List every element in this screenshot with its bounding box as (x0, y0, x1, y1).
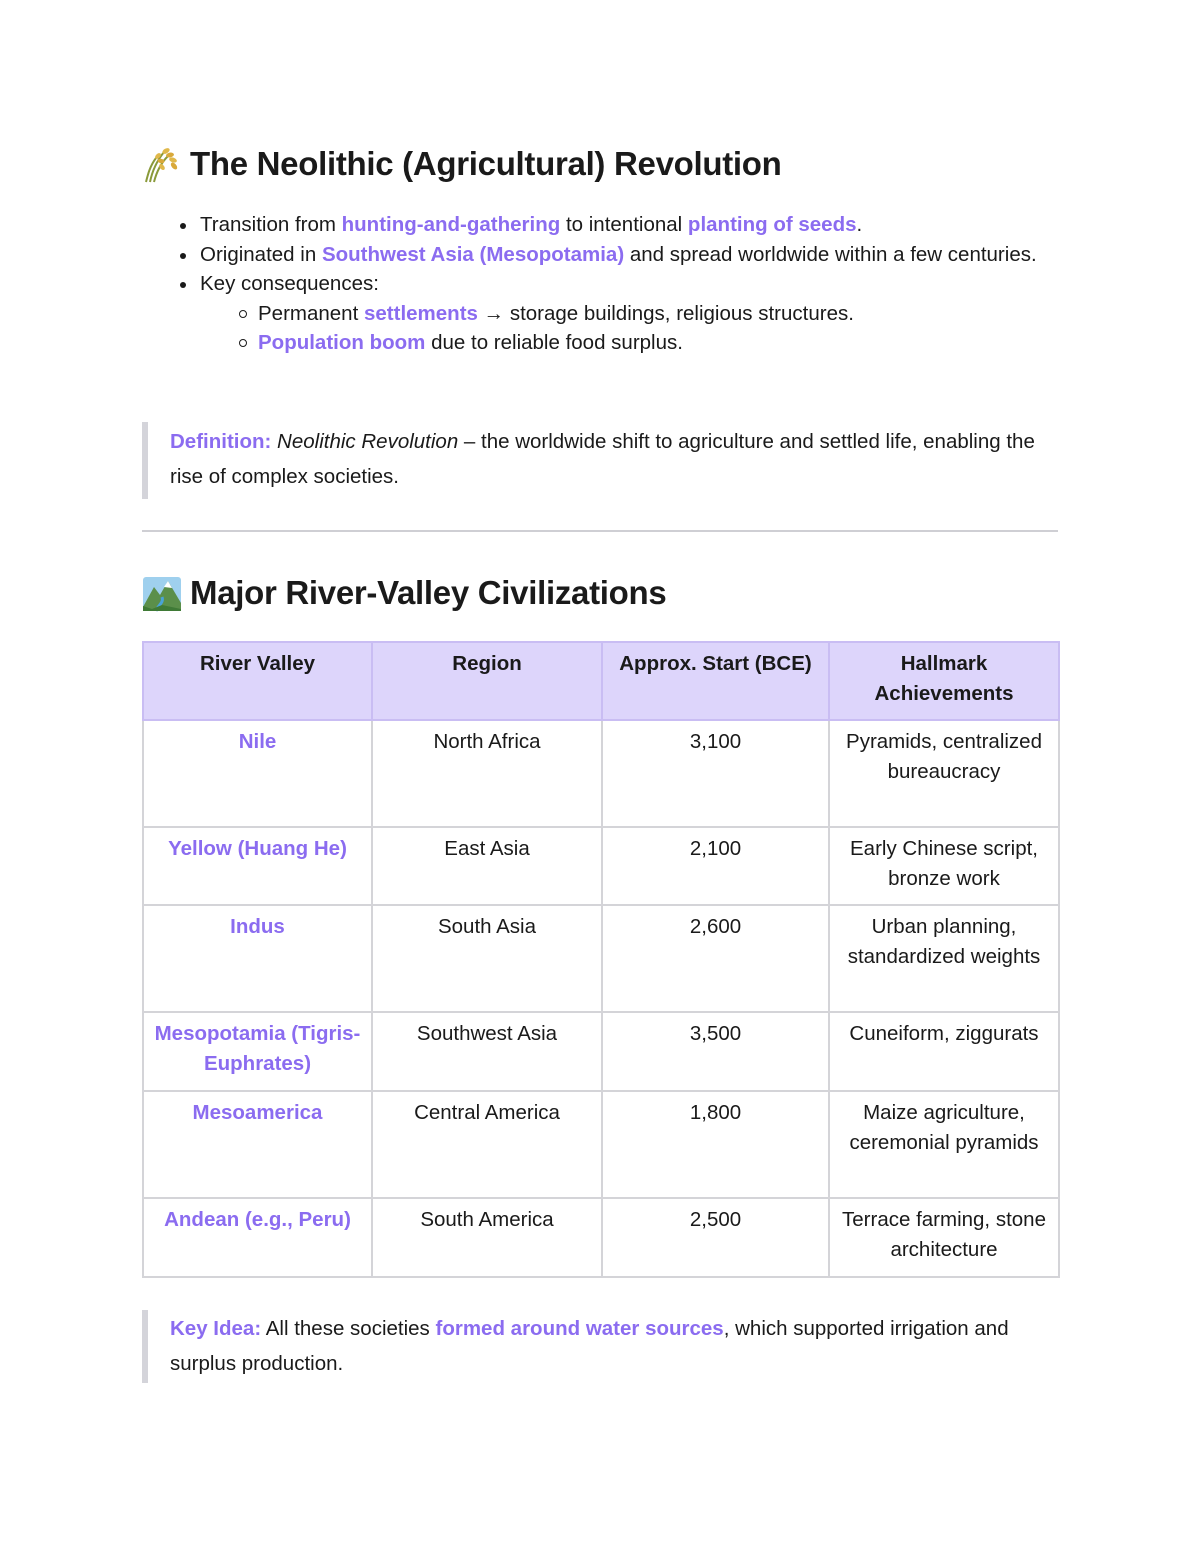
definition-label: Definition: (170, 430, 272, 453)
rice-sheaf-icon (142, 144, 182, 184)
table-row (143, 905, 1059, 1012)
table-cell: 3,500 (602, 1012, 829, 1091)
table-cell-river: Andean (e.g., Peru) (143, 1198, 372, 1277)
table-cell: East Asia (372, 827, 602, 905)
table-cell: Pyramids, centralized bureaucracy (829, 720, 1059, 827)
section-title: Major River-Valley Civilizations (190, 574, 667, 611)
sub-list-item: Population boom due to reliable food surplus. (258, 328, 1060, 358)
definition-term: Neolithic Revolution (277, 430, 459, 453)
mountain-river-icon (142, 573, 182, 613)
column-header: Region (372, 642, 602, 720)
table-cell: 1,800 (602, 1091, 829, 1198)
highlight-term: settlements (363, 301, 478, 325)
list-item: Transition from hunting-and-gathering to intentional planting of seeds. (200, 210, 1060, 240)
table-cell-river: Indus (143, 905, 372, 1012)
definition-callout (142, 422, 1070, 499)
list-item: Key consequences: Permanent settlements → storage buildings, religious structures. Population boom due to reliable food surplus. (200, 269, 1060, 358)
table-cell: 2,500 (602, 1198, 829, 1277)
neolithic-bullet-list (142, 210, 1060, 358)
table-cell-river: Yellow (Huang He) (143, 827, 372, 905)
table-row (143, 1198, 1059, 1277)
column-header: Hallmark Achievements (829, 642, 1059, 720)
table-header-row (143, 642, 1059, 720)
highlight-term: Southwest Asia (Mesopotamia) (321, 242, 625, 266)
highlight-term: formed around water sources (435, 1317, 724, 1340)
definition-text: – the worldwide shift to agriculture and settled life, enabling the rise of complex societies. (170, 430, 1035, 488)
table-cell: Southwest Asia (372, 1012, 602, 1091)
table-row (143, 1012, 1059, 1091)
table-cell: Central America (372, 1091, 602, 1198)
sub-list-item: Permanent settlements → storage buildings, religious structures. (258, 299, 1060, 329)
highlight-term: hunting-and-gathering (341, 213, 561, 236)
table-cell-river: Mesopotamia (Tigris-Euphrates) (143, 1012, 372, 1091)
list-item: Originated in Southwest Asia (Mesopotamia) and spread worldwide within a few centuries. (200, 240, 1060, 270)
section-heading-river-valley (142, 573, 666, 613)
table-cell: North Africa (372, 720, 602, 827)
key-idea-label: Key Idea: (170, 1317, 262, 1340)
table-row (143, 720, 1059, 827)
table-cell-river: Nile (143, 720, 372, 827)
table-cell: Early Chinese script, bronze work (829, 827, 1059, 905)
table-cell: 2,100 (602, 827, 829, 905)
table-cell: South Asia (372, 905, 602, 1012)
table-cell: Urban planning, standardized weights (829, 905, 1059, 1012)
key-idea-callout: Key Idea: All these societies formed around water sources, which supported irrigation and surplus production. (142, 1310, 1070, 1383)
river-valley-table (142, 641, 1060, 1278)
section-title: The Neolithic (Agricultural) Revolution (190, 145, 782, 182)
table-row (143, 1091, 1059, 1198)
consequences-sublist (200, 299, 1060, 358)
table-cell: 3,100 (602, 720, 829, 827)
table-cell: South America (372, 1198, 602, 1277)
column-header: River Valley (143, 642, 372, 720)
table-row (143, 827, 1059, 905)
section-divider (142, 530, 1058, 532)
section-heading-neolithic (142, 144, 782, 184)
table-cell: 2,600 (602, 905, 829, 1012)
highlight-term: planting of seeds (687, 213, 857, 236)
column-header: Approx. Start (BCE) (602, 642, 829, 720)
table-cell: Terrace farming, stone architecture (829, 1198, 1059, 1277)
table-cell-river: Mesoamerica (143, 1091, 372, 1198)
table-cell: Maize agriculture, ceremonial pyramids (829, 1091, 1059, 1198)
highlight-term: Population boom (258, 331, 426, 354)
table-cell: Cuneiform, ziggurats (829, 1012, 1059, 1091)
